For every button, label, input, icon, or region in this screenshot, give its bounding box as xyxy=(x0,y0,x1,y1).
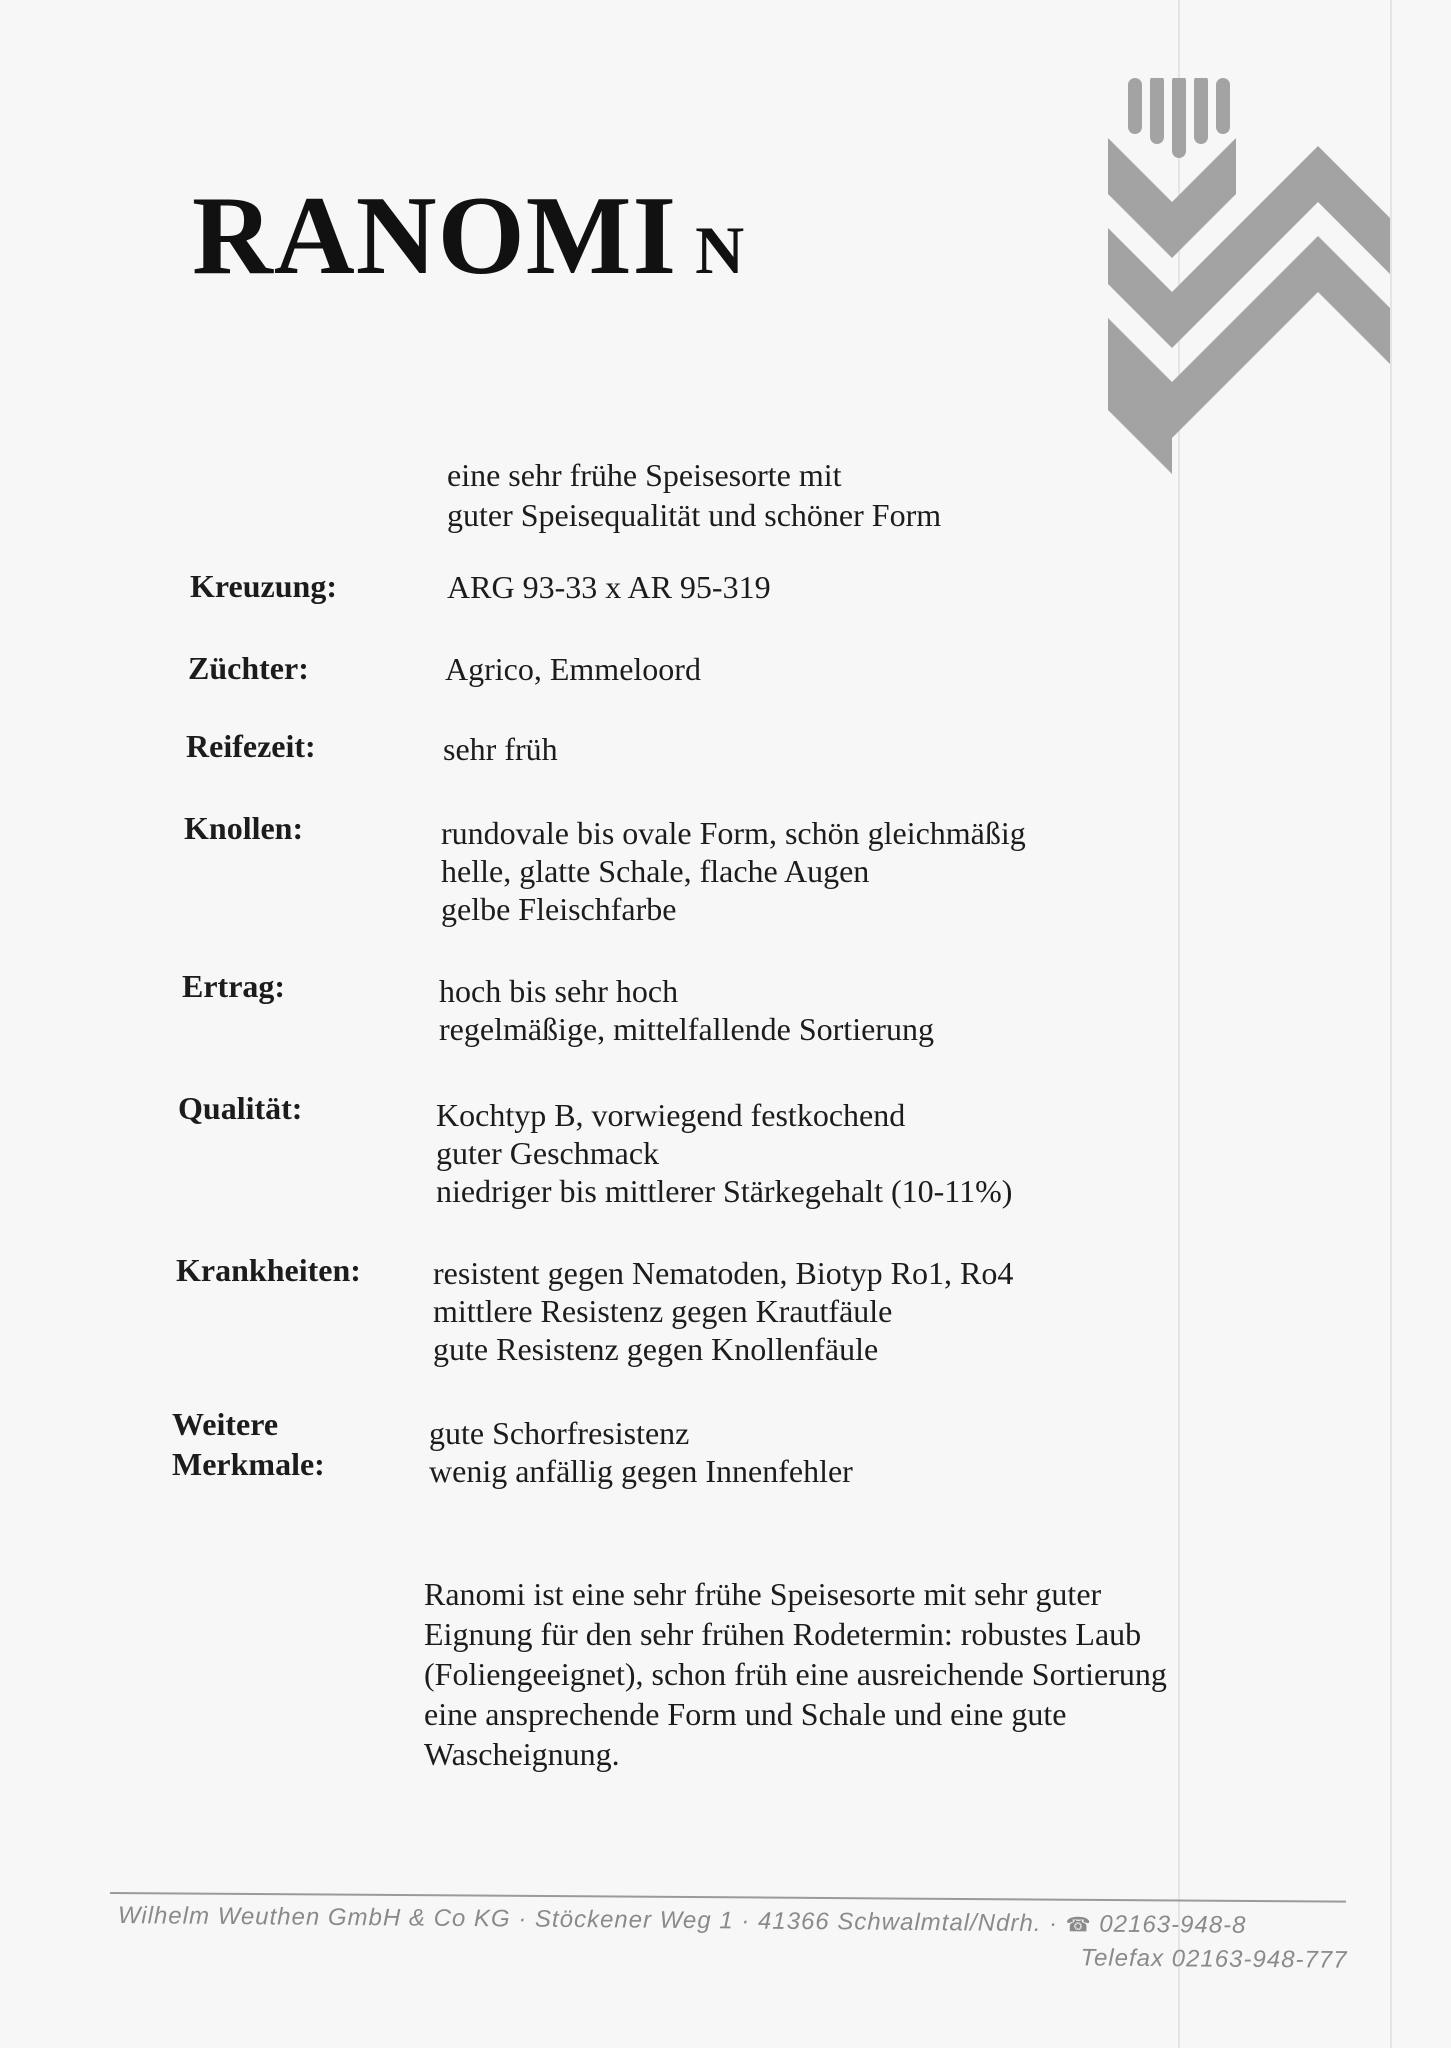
intro-line: guter Speisequalität und schöner Form xyxy=(447,497,942,533)
field-line: gute Resistenz gegen Knollenfäule xyxy=(433,1331,879,1367)
field-value-knollen xyxy=(441,814,1026,928)
field-line: rundovale bis ovale Form, schön gleichmäßig xyxy=(441,815,1026,851)
telephone-icon: ☎ xyxy=(1065,1914,1092,1937)
field-label-qualitaet: Qualität: xyxy=(178,1090,303,1126)
field-label-ertrag: Ertrag: xyxy=(182,968,286,1004)
field-value-reifezeit xyxy=(443,730,558,768)
field-line: gute Schorfresistenz xyxy=(429,1415,690,1451)
field-line: ARG 93-33 x AR 95-319 xyxy=(447,569,771,605)
field-value-ertrag xyxy=(439,972,934,1048)
field-line: hoch bis sehr hoch xyxy=(439,973,679,1009)
field-value-krankheiten xyxy=(433,1254,1013,1368)
summary-paragraph xyxy=(424,1574,1167,1774)
field-line: guter Geschmack xyxy=(436,1135,660,1171)
intro-text xyxy=(447,455,941,535)
field-value-kreuzung xyxy=(447,568,771,606)
footer-divider xyxy=(110,1892,1346,1903)
company-footer xyxy=(117,1902,1357,1975)
scan-edge-line xyxy=(1390,0,1392,2048)
field-line: gelbe Fleischfarbe xyxy=(441,891,677,927)
company-fax: Telefax 02163-948-777 xyxy=(1080,1944,1348,1974)
field-value-weitere-merkmale xyxy=(429,1414,853,1490)
field-label-knollen: Knollen: xyxy=(184,810,304,846)
field-line: niedriger bis mittlerer Stärkegehalt (10-11%) xyxy=(436,1173,1013,1209)
summary-line: Wascheignung. xyxy=(424,1736,620,1772)
field-line: resistent gegen Nematoden, Biotyp Ro1, Ro4 xyxy=(433,1255,1014,1291)
field-label-line: Weitere xyxy=(172,1406,279,1442)
field-value-qualitaet xyxy=(436,1096,1012,1210)
field-line: regelmäßige, mittelfallende Sortierung xyxy=(439,1011,934,1047)
variety-suffix: N xyxy=(695,212,746,288)
summary-line: (Foliengeeignet), schon früh eine ausreichende Sortierung xyxy=(424,1656,1167,1692)
company-address: Wilhelm Weuthen GmbH & Co KG · Stöckener Weg 1 · 41366 Schwalmtal/Ndrh. · xyxy=(117,1902,1059,1938)
variety-title xyxy=(192,174,746,298)
field-label-kreuzung: Kreuzung: xyxy=(190,568,337,604)
field-line: Agrico, Emmeloord xyxy=(445,651,701,687)
summary-line: Eignung für den sehr frühen Rodetermin: robustes Laub xyxy=(424,1616,1142,1652)
field-label-zuechter: Züchter: xyxy=(188,650,309,686)
field-label-weitere-merkmale xyxy=(172,1404,325,1484)
intro-line: eine sehr frühe Speisesorte mit xyxy=(447,457,842,493)
field-line: helle, glatte Schale, flache Augen xyxy=(441,853,870,889)
field-line: Kochtyp B, vorwiegend festkochend xyxy=(436,1097,906,1133)
field-line: mittlere Resistenz gegen Krautfäule xyxy=(433,1293,893,1329)
summary-line: eine ansprechende Form und Schale und eine gute xyxy=(424,1696,1067,1732)
field-label-reifezeit: Reifezeit: xyxy=(186,728,316,764)
field-line: sehr früh xyxy=(443,731,558,767)
variety-name: RANOMI xyxy=(192,174,678,298)
field-label-line: Merkmale: xyxy=(172,1446,325,1482)
field-line: wenig anfällig gegen Innenfehler xyxy=(429,1453,853,1489)
summary-line: Ranomi ist eine sehr frühe Speisesorte mit sehr guter xyxy=(424,1576,1102,1612)
field-label-krankheiten: Krankheiten: xyxy=(176,1252,361,1288)
company-logo-icon xyxy=(1108,78,1390,474)
field-value-zuechter xyxy=(445,650,701,688)
company-phone: 02163-948-8 xyxy=(1099,1910,1247,1939)
